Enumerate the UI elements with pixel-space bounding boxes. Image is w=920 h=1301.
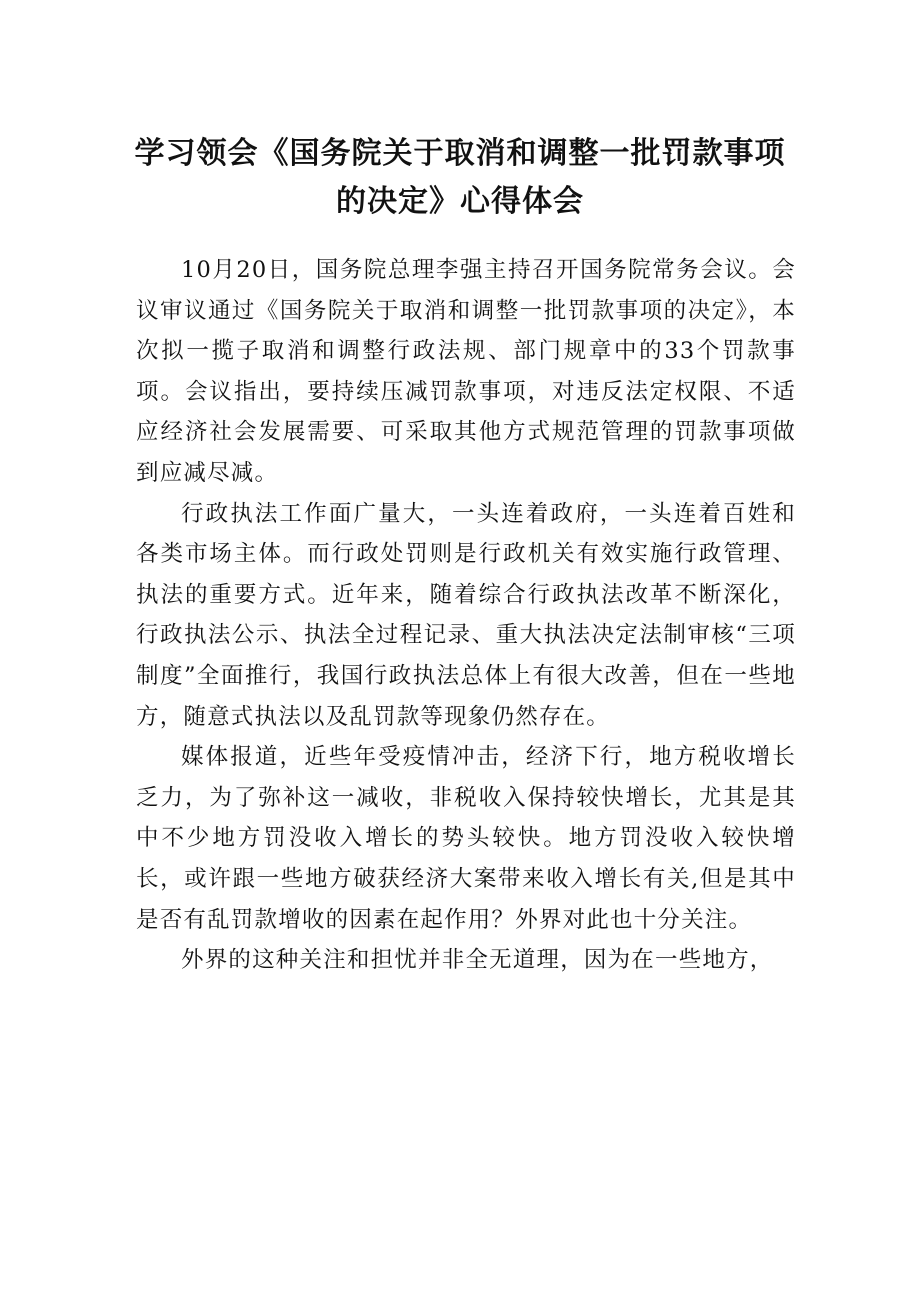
paragraph-1: 10月20日，国务院总理李强主持召开国务院常务会议。会议审议通过《国务院关于取消和调整一批罚款事项的决定》，本次拟一揽子取消和调整行政法规、部门规章中的33个罚款事项。会议指出，要持续压减罚款事项，对违反法定权限、不适应经济社会发展需要、可采取其他方式规范管理的罚款事项做到应减尽减。 — [136, 257, 796, 486]
title-line-2: 的决定》心得体会 — [336, 184, 584, 220]
paragraph-4: 外界的这种关注和担忧并非全无道理，因为在一些地方， — [181, 947, 774, 974]
document-title — [120, 130, 800, 226]
paragraph-3: 媒体报道，近些年受疫情冲击，经济下行，地方税收增长乏力，为了弥补这一减收，非税收入保持较快增长，尤其是其中不少地方罚没收入增长的势头较快。地方罚没收入较快增长，或许跟一些地方破获经济大案带来收入增长有关,但是其中是否有乱罚款增收的因素在起作用？外界对此也十分关注。 — [136, 744, 796, 933]
paragraph-2: 行政执法工作面广量大，一头连着政府，一头连着百姓和各类市场主体。而行政处罚则是行政机关有效实施行政管理、执法的重要方式。近年来，随着综合行政执法改革不断深化，行政执法公示、执法全过程记录、重大执法决定法制审核“三项制度”全面推行，我国行政执法总体上有很大改善，但在一些地方，随意式执法以及乱罚款等现象仍然存在。 — [136, 500, 796, 730]
title-line-1: 学习领会《国务院关于取消和调整一批罚款事项 — [134, 136, 786, 172]
document-body — [136, 250, 796, 981]
